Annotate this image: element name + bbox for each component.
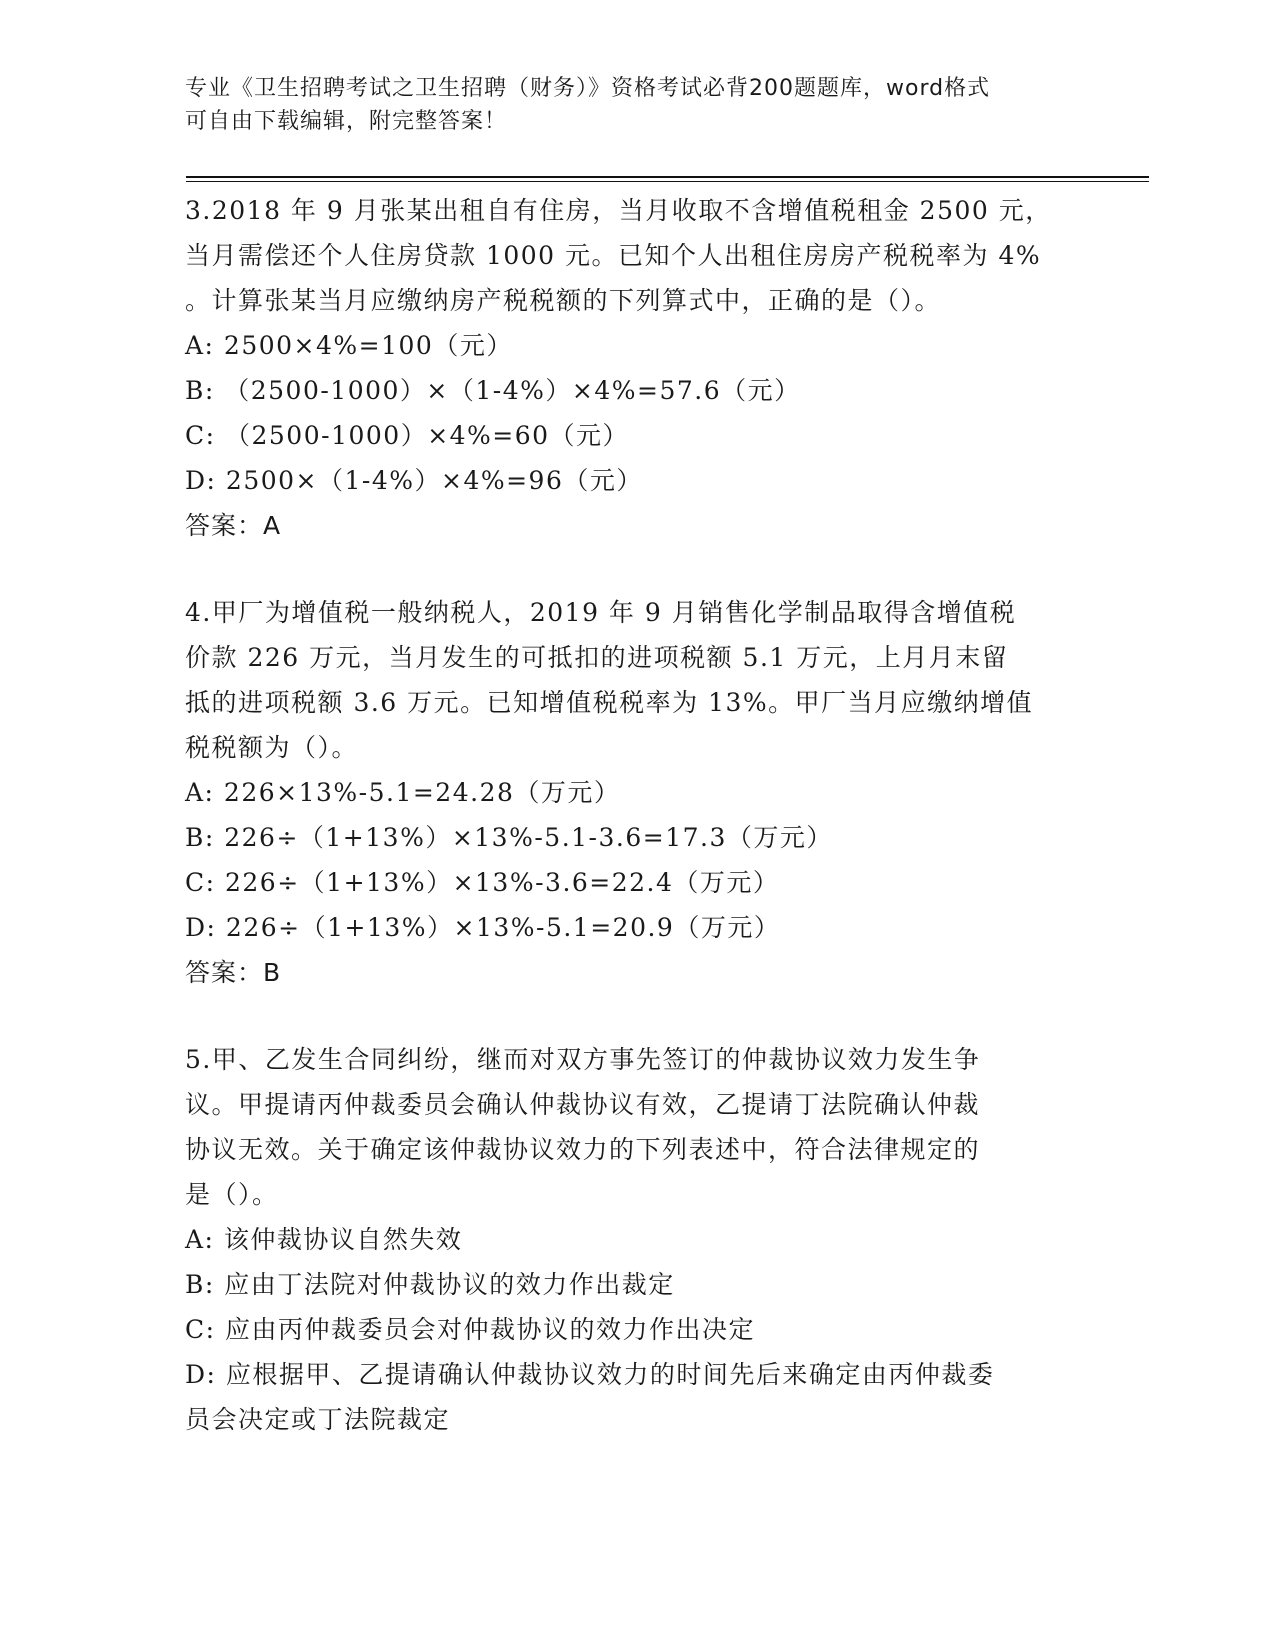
question-3 <box>185 188 1085 548</box>
answer-line: 答案：A <box>185 511 282 540</box>
option-d-continued: 员会决定或丁法院裁定 <box>185 1405 451 1434</box>
question-stem-line: 4.甲厂为增值税一般纳税人，2019 年 9 月销售化学制品取得含增值税 <box>185 598 1017 627</box>
option-b: B: 226÷（1+13%）×13%-5.1-3.6=17.3（万元） <box>185 823 833 852</box>
question-stem-line: 是（）。 <box>185 1180 279 1209</box>
question-stem-line: 当月需偿还个人住房贷款 1000 元。已知个人出租住房房产税税率为 4% <box>185 241 1042 270</box>
question-stem-line: 抵的进项税额 3.6 万元。已知增值税税率为 13%。甲厂当月应缴纳增值 <box>185 688 1034 717</box>
option-d: D: 2500×（1-4%）×4%=96（元） <box>185 466 643 495</box>
question-stem-line: 3.2018 年 9 月张某出租自有住房，当月收取不含增值税租金 2500 元， <box>185 196 1052 225</box>
option-c: C: （2500-1000）×4%=60（元） <box>185 421 630 450</box>
document-header <box>185 72 1065 138</box>
option-d: D: 226÷（1+13%）×13%-5.1=20.9（万元） <box>185 913 781 942</box>
question-stem-line: 议。甲提请丙仲裁委员会确认仲裁协议有效，乙提请丁法院确认仲裁 <box>185 1090 981 1119</box>
question-stem-line: 税税额为（）。 <box>185 733 359 762</box>
option-c: C: 226÷（1+13%）×13%-3.6=22.4（万元） <box>185 868 780 897</box>
option-d: D: 应根据甲、乙提请确认仲裁协议效力的时间先后来确定由丙仲裁委 <box>185 1360 995 1389</box>
question-spacer <box>185 548 1085 590</box>
question-list <box>185 188 1085 1442</box>
question-stem-line: 。计算张某当月应缴纳房产税税额的下列算式中，正确的是（）。 <box>185 286 942 315</box>
header-title-line-1: 专业《卫生招聘考试之卫生招聘（财务）》资格考试必背200题题库，word格式 <box>185 76 991 101</box>
option-a: A: 该仲裁协议自然失效 <box>185 1225 463 1254</box>
option-b: B: （2500-1000）×（1-4%）×4%=57.6（元） <box>185 376 801 405</box>
question-spacer <box>185 995 1085 1037</box>
option-b: B: 应由丁法院对仲裁协议的效力作出裁定 <box>185 1270 675 1299</box>
answer-line: 答案：B <box>185 958 282 987</box>
question-stem-line: 5.甲、乙发生合同纠纷，继而对双方事先签订的仲裁协议效力发生争 <box>185 1045 981 1074</box>
question-5 <box>185 1037 1085 1442</box>
option-a: A: 2500×4%=100（元） <box>185 331 513 360</box>
question-stem-line: 价款 226 万元，当月发生的可抵扣的进项税额 5.1 万元，上月月末留 <box>185 643 1009 672</box>
option-a: A: 226×13%-5.1=24.28（万元） <box>185 778 621 807</box>
header-title-line-2: 可自由下载编辑，附完整答案！ <box>185 109 508 134</box>
question-4 <box>185 590 1085 995</box>
header-divider <box>186 176 1149 178</box>
header-divider-thin <box>186 181 1149 182</box>
question-stem-line: 协议无效。关于确定该仲裁协议效力的下列表述中，符合法律规定的 <box>185 1135 981 1164</box>
option-c: C: 应由丙仲裁委员会对仲裁协议的效力作出决定 <box>185 1315 755 1344</box>
